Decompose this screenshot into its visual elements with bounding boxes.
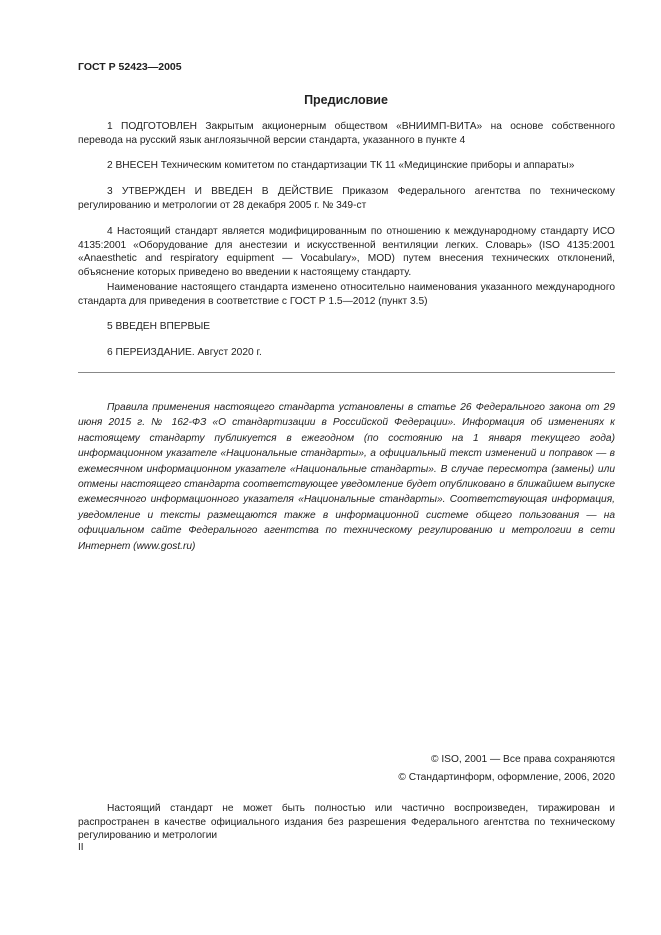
copyright-publisher: © Стандартинформ, оформление, 2006, 2020	[398, 772, 615, 783]
standard-notice: Правила применения настоящего стандарта установлены в статье 26 Федерального закона от 29 июня 2015 г. № 162-ФЗ «О стандартизации в Российской Федерации». Информация об изменениях к настоящему стандарту публикуется в ежегодном (по состоянию на 1 января текущего года) информационном указателе «Национальные стандарты», а официальный текст изменений и поправок — в ежемесячном информационном указателе «Национальные стандарты». В случае пересмотра (замены) или отмены настоящего стандарта соответствующее уведомление будет опубликовано в ближайшем выпуске ежемесячного информационного указателя «Национальные стандарты». Соответствующая информация, уведомление и тексты размещаются также в информационной системе общего пользования — на официальном сайте Федерального агентства по техническому регулированию и метрологии в сети Интернет (www.gost.ru)	[78, 402, 615, 552]
document-code: ГОСТ Р 52423—2005	[78, 61, 182, 73]
paragraph-3: 3 УТВЕРЖДЕН И ВВЕДЕН В ДЕЙСТВИЕ Приказом Федерального агентства по техническому регулированию и метрологии от 28 декабря 2005 г. № 349-ст	[78, 186, 615, 211]
reproduction-notice: Настоящий стандарт не может быть полностью или частично воспроизведен, тиражирован и распространен в качестве официального издания без разрешения Федерального агентства по техническому регулированию и метрологии	[78, 803, 615, 842]
page-number: II	[78, 842, 84, 853]
paragraph-4: 4 Настоящий стандарт является модифицированным по отношению к международному стандарту ИСО 4135:2001 «Оборудование для анестезии и искусственной вентиляции легких. Словарь» (ISO 4135:2001 «Anaesthetic and respiratory equipment — Vocabulary», MOD) путем внесения технических отклонений, объяснение которых приведено во введении к настоящему стандарту.	[78, 226, 615, 278]
paragraph-5: 5 ВВЕДЕН ВПЕРВЫЕ	[107, 321, 211, 332]
paragraph-6: 6 ПЕРЕИЗДАНИЕ. Август 2020 г.	[107, 347, 262, 358]
divider-top	[78, 372, 615, 373]
page-title: Предисловие	[304, 93, 388, 107]
paragraph-2: 2 ВНЕСЕН Техническим комитетом по стандартизации ТК 11 «Медицинские приборы и аппараты»	[107, 160, 575, 171]
copyright-iso: © ISO, 2001 — Все права сохраняются	[431, 754, 615, 765]
paragraph-4-note: Наименование настоящего стандарта изменено относительно наименования указанного международного стандарта для приведения в соответствие с ГОСТ Р 1.5—2012 (пункт 3.5)	[78, 282, 615, 307]
paragraph-1: 1 ПОДГОТОВЛЕН Закрытым акционерным обществом «ВНИИМП-ВИТА» на основе собственного перевода на русский язык англоязычной версии стандарта, указанного в пункте 4	[78, 121, 615, 146]
